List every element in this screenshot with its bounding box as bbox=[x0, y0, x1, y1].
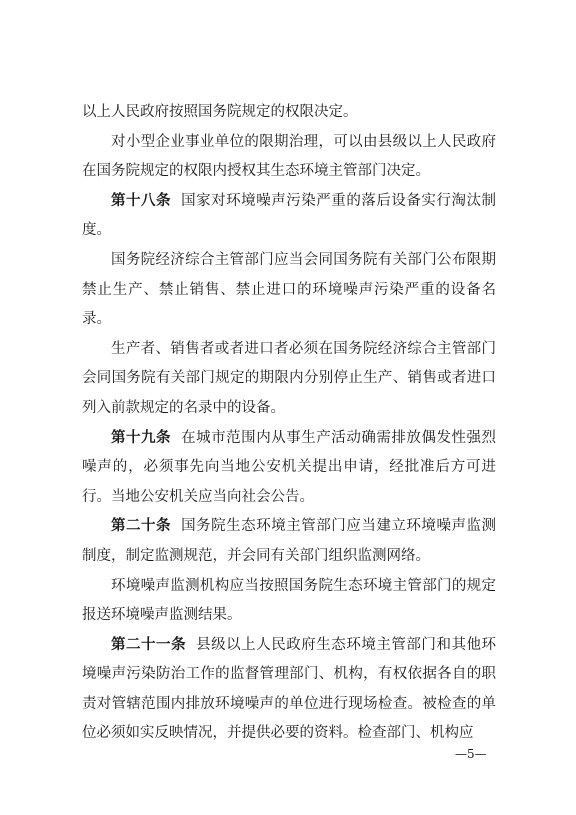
paragraph-2 bbox=[82, 128, 496, 187]
paragraph-text: 国家对环境噪声污染严重的落后设备实行淘汰制度。 bbox=[82, 192, 497, 239]
paragraph-4 bbox=[82, 246, 496, 335]
article-heading: 第十八条 bbox=[111, 192, 172, 209]
article-19 bbox=[82, 424, 496, 513]
article-heading: 第二十一条 bbox=[111, 636, 187, 653]
article-heading: 第十九条 bbox=[111, 429, 172, 446]
paragraph-text: 对小型企业事业单位的限期治理，可以由县级以上人民政府在国务院规定的权限内授权其生态环境主管部门决定。 bbox=[82, 133, 496, 180]
paragraph-5 bbox=[82, 335, 496, 424]
paragraph-1 bbox=[82, 98, 496, 128]
paragraph-text: 县级以上人民政府生态环境主管部门和其他环境噪声污染防治工作的监督管理部门、机构，有权依据各自的职责对管辖范围内排放环境噪声的单位进行现场检查。被检查的单位必须如实反映情况，并提供必要的资料。检查部门、机构应 bbox=[82, 636, 497, 742]
article-heading: 第二十条 bbox=[111, 518, 172, 535]
paragraph-text: 国务院经济综合主管部门应当会同国务院有关部门公布限期禁止生产、禁止销售、禁止进口的环境噪声污染严重的设备名录。 bbox=[82, 251, 496, 328]
article-20 bbox=[82, 512, 496, 571]
paragraph-text: 生产者、销售者或者进口者必须在国务院经济综合主管部门会同国务院有关部门规定的期限内分别停止生产、销售或者进口列入前款规定的名录中的设备。 bbox=[82, 340, 496, 416]
paragraph-text: 以上人民政府按照国务院规定的权限决定。 bbox=[82, 104, 358, 120]
article-18 bbox=[82, 187, 496, 246]
document-body bbox=[82, 98, 496, 749]
paragraph-text: 在城市范围内从事生产活动确需排放偶发性强烈噪声的，必须事先向当地公安机关提出申请，经批准后方可进行。当地公安机关应当向社会公告。 bbox=[82, 429, 497, 505]
paragraph-8 bbox=[82, 572, 496, 631]
paragraph-text: 国务院生态环境主管部门应当建立环境噪声监测制度，制定监测规范，并会同有关部门组织监测网络。 bbox=[82, 518, 497, 564]
paragraph-text: 环境噪声监测机构应当按照国务院生态环境主管部门的规定报送环境噪声监测结果。 bbox=[82, 577, 496, 624]
article-21 bbox=[82, 631, 496, 749]
page-number: —5— bbox=[455, 747, 487, 761]
